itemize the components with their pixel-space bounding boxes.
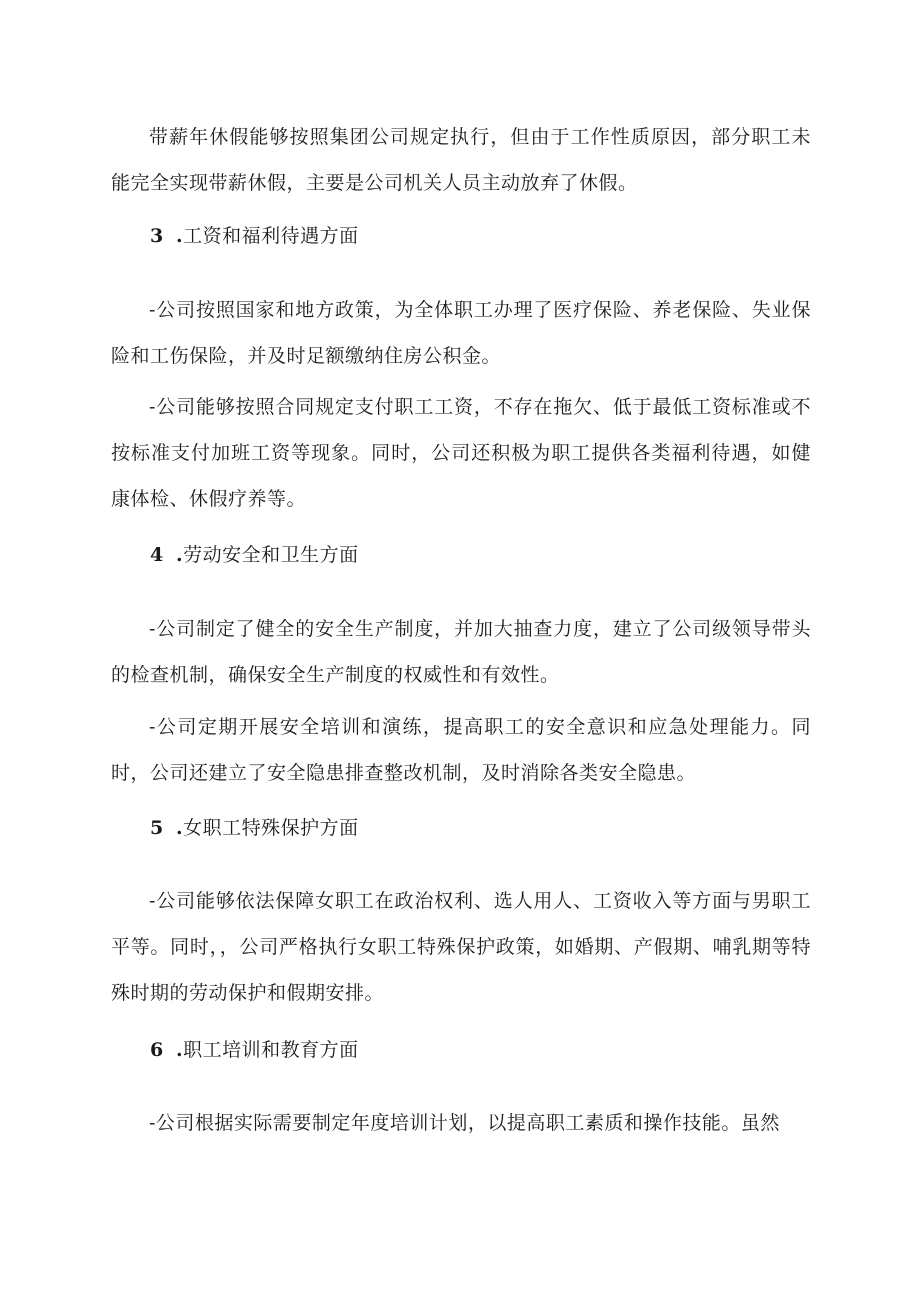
heading-labor-safety <box>150 532 359 578</box>
heading-number: 5 <box>150 817 164 839</box>
paragraph-safety-training: -公司定期开展安全培训和演练，提高职工的安全意识和应急处理能力。同时，公司还建立了安全隐患排查整改机制，及时消除各类安全隐患。 <box>111 716 811 784</box>
paragraph-female-rights: -公司能够依法保障女职工在政治权利、选人用人、工资收入等方面与男职工平等。同时，，公司严格执行女职工特殊保护政策，如婚期、产假期、哺乳期等特殊时期的劳动保护和假期安排。 <box>111 890 811 1004</box>
paragraph-paid-leave: 带薪年休假能够按照集团公司规定执行，但由于工作性质原因，部分职工未能完全实现带薪休假，主要是公司机关人员主动放弃了休假。 <box>111 126 811 194</box>
heading-dot: . <box>176 544 184 566</box>
paragraph-insurance: -公司按照国家和地方政策，为全体职工办理了医疗保险、养老保险、失业保险和工伤保险，并及时足额缴纳住房公积金。 <box>111 299 811 367</box>
heading-dot: . <box>176 225 184 247</box>
paragraph-wages: -公司能够按照合同规定支付职工工资，不存在拖欠、低于最低工资标准或不按标准支付加班工资等现象。同时，公司还积极为职工提供各类福利待遇，如健康体检、休假疗养等。 <box>111 396 811 510</box>
heading-title: 劳动安全和卫生方面 <box>183 544 359 566</box>
heading-dot: . <box>176 817 184 839</box>
heading-number: 4 <box>150 544 164 566</box>
heading-dot: . <box>176 1039 184 1061</box>
paragraph-training-plan: -公司根据实际需要制定年度培训计划，以提高职工素质和操作技能。虽然 <box>149 1112 780 1134</box>
heading-title: 女职工特殊保护方面 <box>183 817 359 839</box>
paragraph-safety-system: -公司制定了健全的安全生产制度，并加大抽查力度，建立了公司级领导带头的检查机制，确保安全生产制度的权威性和有效性。 <box>111 618 811 686</box>
heading-number: 6 <box>150 1039 164 1061</box>
heading-title: 工资和福利待遇方面 <box>183 225 359 247</box>
heading-female-protection <box>150 805 359 851</box>
heading-number: 3 <box>150 225 164 247</box>
heading-title: 职工培训和教育方面 <box>183 1039 359 1061</box>
heading-training-education <box>150 1027 359 1073</box>
heading-wages-benefits <box>150 213 359 259</box>
